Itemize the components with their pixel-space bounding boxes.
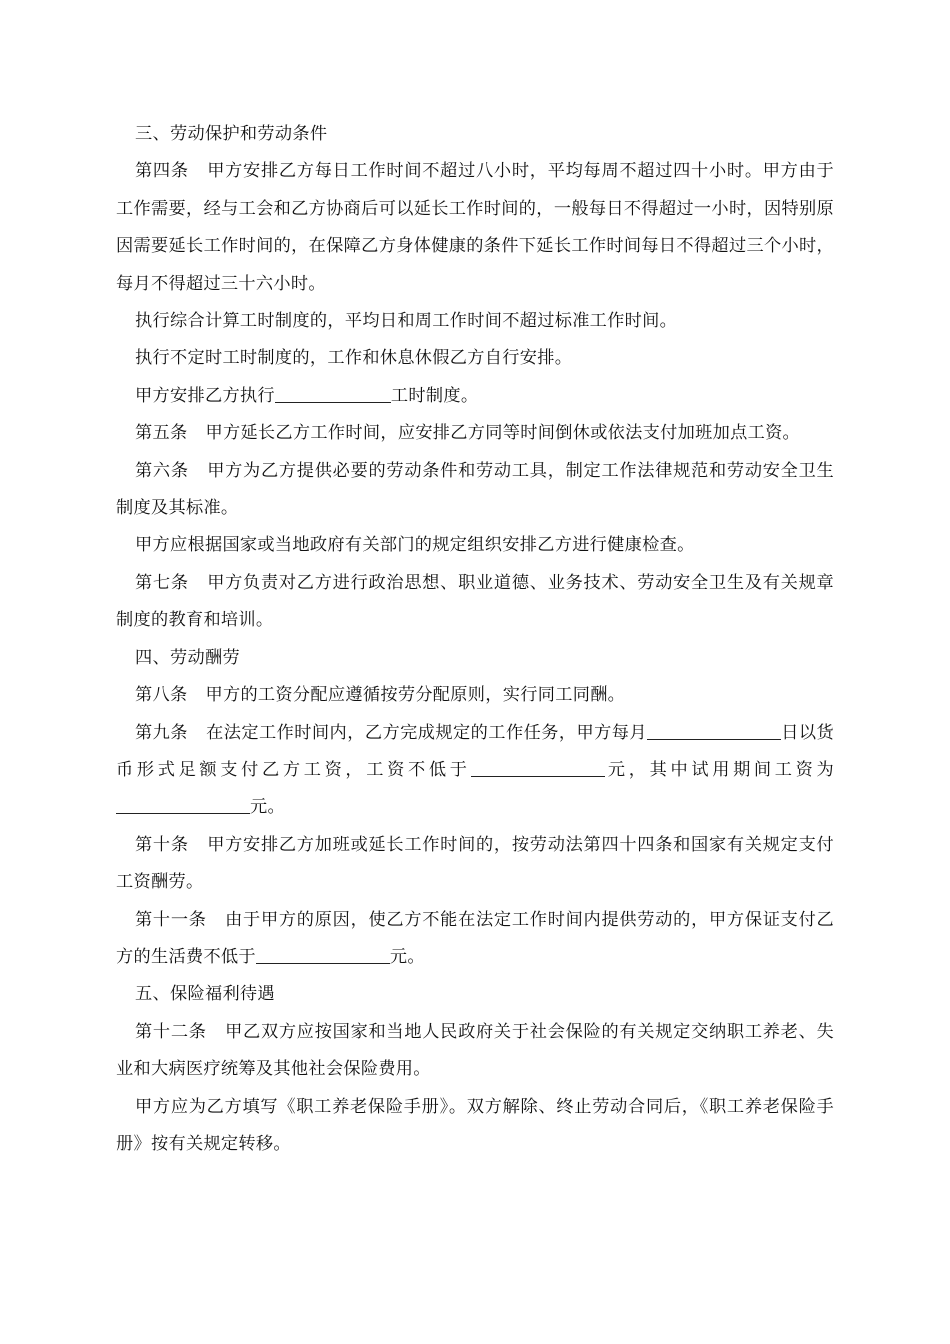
work-hour-system-blank[interactable]: [275, 384, 391, 403]
article-text: 甲方负责对乙方进行政治思想、职业道德、业务技术、劳动安全卫生及有关规章制度的教育和培训。: [116, 572, 834, 631]
article-number: 第五条: [135, 423, 188, 444]
article-7: [116, 565, 834, 640]
paragraph-combined-hours: 执行综合计算工时制度的，平均日和周工作时间不超过标准工作时间。: [135, 311, 678, 332]
paragraph-flexible-hours: 执行不定时工时制度的，工作和休息休假乙方自行安排。: [135, 348, 573, 369]
section-heading-insurance: 五、保险福利待遇: [135, 984, 275, 1005]
article-text: 甲方安排乙方加班或延长工作时间的，按劳动法第四十四条和国家有关规定支付工资酬劳。: [116, 834, 834, 893]
paragraph-pension-handbook: 甲方应为乙方填写《职工养老保险手册》。双方解除、终止劳动合同后，《职工养老保险手册》按有关规定转移。: [116, 1096, 834, 1154]
article-number: 第十二条: [135, 1021, 207, 1042]
article-text: 甲方的工资分配应遵循按劳分配原则，实行同工同酬。: [205, 685, 626, 706]
article-4: [116, 153, 834, 303]
probation-wage-blank[interactable]: [116, 795, 250, 814]
paragraph-health-check: 甲方应根据国家或当地政府有关部门的规定组织安排乙方进行健康检查。: [135, 535, 695, 556]
article-text: 甲方为乙方提供必要的劳动条件和劳动工具，制定工作法律规范和劳动安全卫生制度及其标准。: [116, 460, 834, 519]
article-12: [116, 1014, 834, 1089]
article-8: [116, 677, 834, 714]
article-number: 第十一条: [135, 909, 207, 930]
article-6: [116, 453, 834, 528]
pay-day-blank[interactable]: [647, 721, 781, 740]
section-heading-remuneration: 四、劳动酬劳: [135, 647, 240, 668]
paragraph-work-hour-system: 甲方安排乙方执行 工时制度。: [135, 385, 479, 406]
article-number: 第九条: [135, 722, 188, 743]
living-allowance-blank[interactable]: [256, 945, 390, 964]
article-text: 甲方安排乙方每日工作时间不超过八小时，平均每周不超过四十小时。甲方由于工作需要，经与工会和乙方协商后可以延长工作时间的，一般每日不得超过一小时，因特别原因需要延长工作时间的，在保障乙方身体健康的条件下延长工作时间每日不得超过三个小时，每月不得超过三十六小时。: [116, 161, 834, 294]
wage-amount-blank[interactable]: [471, 758, 605, 777]
article-text: 甲乙双方应按国家和当地人民政府关于社会保险的有关规定交纳职工养老、失业和大病医疗统筹及其他社会保险费用。: [116, 1021, 835, 1080]
article-5: [116, 415, 834, 452]
article-11: 第十一条 由于甲方的原因，使乙方不能在法定工作时间内提供劳动的，甲方保证支付乙方的生活费不低于 元。: [116, 909, 835, 967]
article-number: 第四条: [135, 161, 189, 182]
section-heading-labor-protection: 三、劳动保护和劳动条件: [135, 124, 328, 144]
contract-page: [116, 116, 834, 1163]
article-number: 第六条: [135, 460, 189, 481]
article-number: 第十条: [135, 834, 189, 855]
article-text: 甲方延长乙方工作时间，应安排乙方同等时间倒休或依法支付加班加点工资。: [205, 423, 801, 444]
article-9: 第九条 在法定工作时间内，乙方完成规定的工作任务，甲方每月 日以货币形式足额支付乙方工资，工资不低于 元，其中试用期间工资为元。: [116, 722, 834, 818]
article-10: [116, 827, 834, 902]
article-number: 第八条: [135, 685, 188, 706]
article-number: 第七条: [135, 572, 189, 593]
